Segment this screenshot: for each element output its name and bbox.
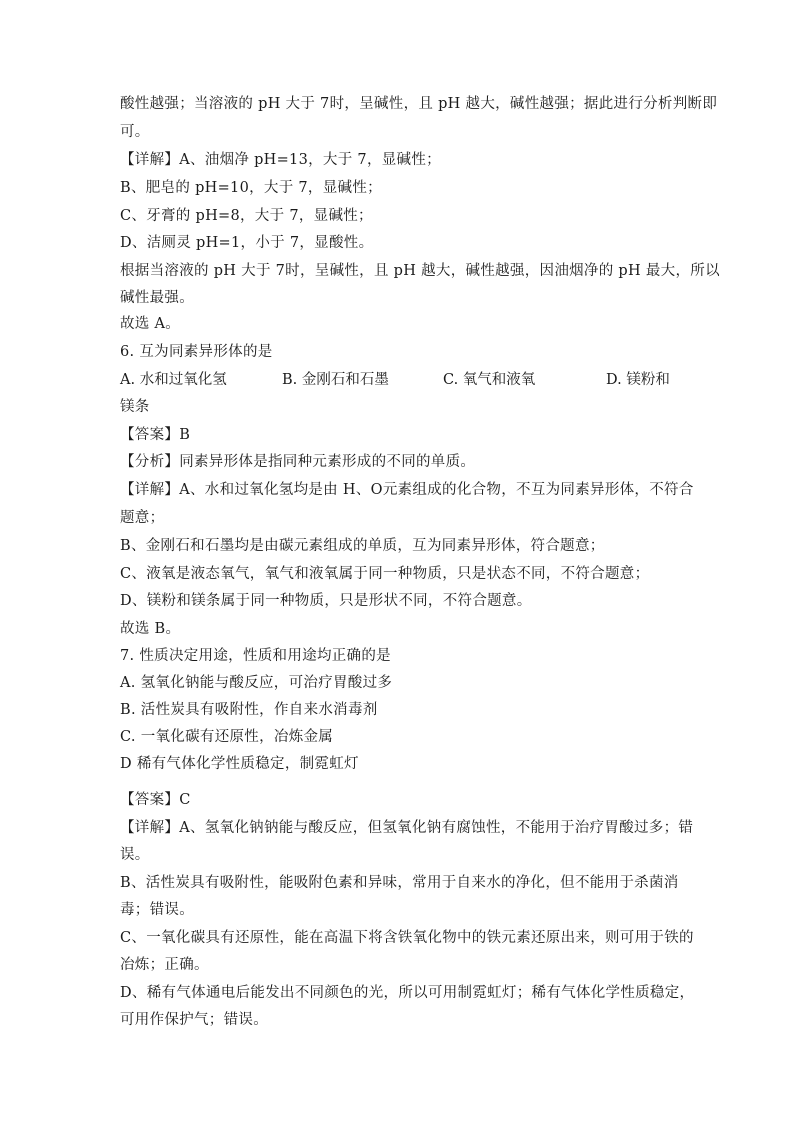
detail-tag: 【详解】 bbox=[120, 482, 180, 498]
q7-detail-a2: 误。 bbox=[120, 847, 150, 863]
q6-answer: 【答案】B bbox=[120, 427, 191, 443]
analysis-tag: 【分析】 bbox=[120, 454, 180, 470]
q5-detail-a: 【详解】A、油烟净 pH=13，大于 7，显碱性； bbox=[120, 152, 441, 168]
q6-detail-a1: 【详解】A、水和过氧化氢均是由 H、O元素组成的化合物，不互为同素异形体，不符合 bbox=[120, 482, 694, 498]
q5-analysis-line-2: 可。 bbox=[120, 124, 150, 140]
q6-stem: 6. 互为同素异形体的是 bbox=[120, 344, 273, 360]
q6-option-d-cont: 镁条 bbox=[120, 399, 150, 415]
q7-detail-c1: C、一氧化碳具有还原性，能在高温下将含铁氧化物中的铁元素还原出来，则可用于铁的 bbox=[120, 930, 694, 946]
q7-option-b: B. 活性炭具有吸附性，作自来水消毒剂 bbox=[120, 702, 378, 718]
q7-detail-d1: D、稀有气体通电后能发出不同颜色的光，所以可用制霓虹灯；稀有气体化学性质稳定， bbox=[120, 985, 695, 1001]
q6-option-a: A. 水和过氧化氢 bbox=[120, 372, 227, 388]
q5-analysis-line-1: 酸性越强；当溶液的 pH 大于 7时，呈碱性，且 pH 越大，碱性越强；据此进行分析判断即 bbox=[120, 96, 718, 112]
q6-option-b: B. 金刚石和石墨 bbox=[282, 372, 389, 388]
q7-option-d: D 稀有气体化学性质稳定，制霓虹灯 bbox=[120, 756, 359, 772]
q6-detail-a2: 题意； bbox=[120, 510, 165, 526]
q5-conclusion-1: 根据当溶液的 pH 大于 7时，呈碱性，且 pH 越大，碱性越强，因油烟净的 pH 最大，所以 bbox=[120, 263, 720, 279]
q6-detail-c: C、液氧是液态氧气，氧气和液氧属于同一种物质，只是状态不同，不符合题意； bbox=[120, 566, 650, 582]
detail-tag: 【详解】 bbox=[120, 820, 180, 836]
q7-stem: 7. 性质决定用途，性质和用途均正确的是 bbox=[120, 648, 391, 664]
q6-option-d: D. 镁粉和 bbox=[606, 372, 670, 388]
answer-tag: 【答案】 bbox=[120, 427, 180, 443]
q5-choose: 故选 A。 bbox=[120, 316, 181, 332]
q5-detail-d: D、洁厕灵 pH=1，小于 7，显酸性。 bbox=[120, 235, 374, 251]
q5-detail-c: C、牙膏的 pH=8，大于 7，显碱性； bbox=[120, 208, 373, 224]
q5-conclusion-2: 碱性最强。 bbox=[120, 290, 194, 306]
q5-detail-b: B、肥皂的 pH=10，大于 7，显碱性； bbox=[120, 180, 382, 196]
detail-tag: 【详解】 bbox=[120, 152, 180, 168]
q7-answer: 【答案】C bbox=[120, 792, 191, 808]
q6-detail-b: B、金刚石和石墨均是由碳元素组成的单质，互为同素异形体，符合题意； bbox=[120, 538, 605, 554]
q7-option-c: C. 一氧化碳有还原性，冶炼金属 bbox=[120, 729, 334, 745]
q6-option-c: C. 氧气和液氧 bbox=[443, 372, 536, 388]
q7-detail-c2: 冶炼；正确。 bbox=[120, 957, 209, 973]
q7-option-a: A. 氢氧化钠能与酸反应，可治疗胃酸过多 bbox=[120, 675, 393, 691]
q7-detail-b2: 毒；错误。 bbox=[120, 902, 194, 918]
q7-detail-a1: 【详解】A、氢氧化钠钠能与酸反应，但氢氧化钠有腐蚀性，不能用于治疗胃酸过多；错 bbox=[120, 820, 694, 836]
q6-analysis: 【分析】同素异形体是指同种元素形成的不同的单质。 bbox=[120, 454, 476, 470]
q6-choose: 故选 B。 bbox=[120, 621, 181, 637]
q7-detail-b1: B、活性炭具有吸附性，能吸附色素和异味，常用于自来水的净化，但不能用于杀菌消 bbox=[120, 875, 679, 891]
answer-tag: 【答案】 bbox=[120, 792, 180, 808]
q7-detail-d2: 可用作保护气；错误。 bbox=[120, 1012, 268, 1028]
q6-detail-d: D、镁粉和镁条属于同一种物质，只是形状不同，不符合题意。 bbox=[120, 593, 532, 609]
